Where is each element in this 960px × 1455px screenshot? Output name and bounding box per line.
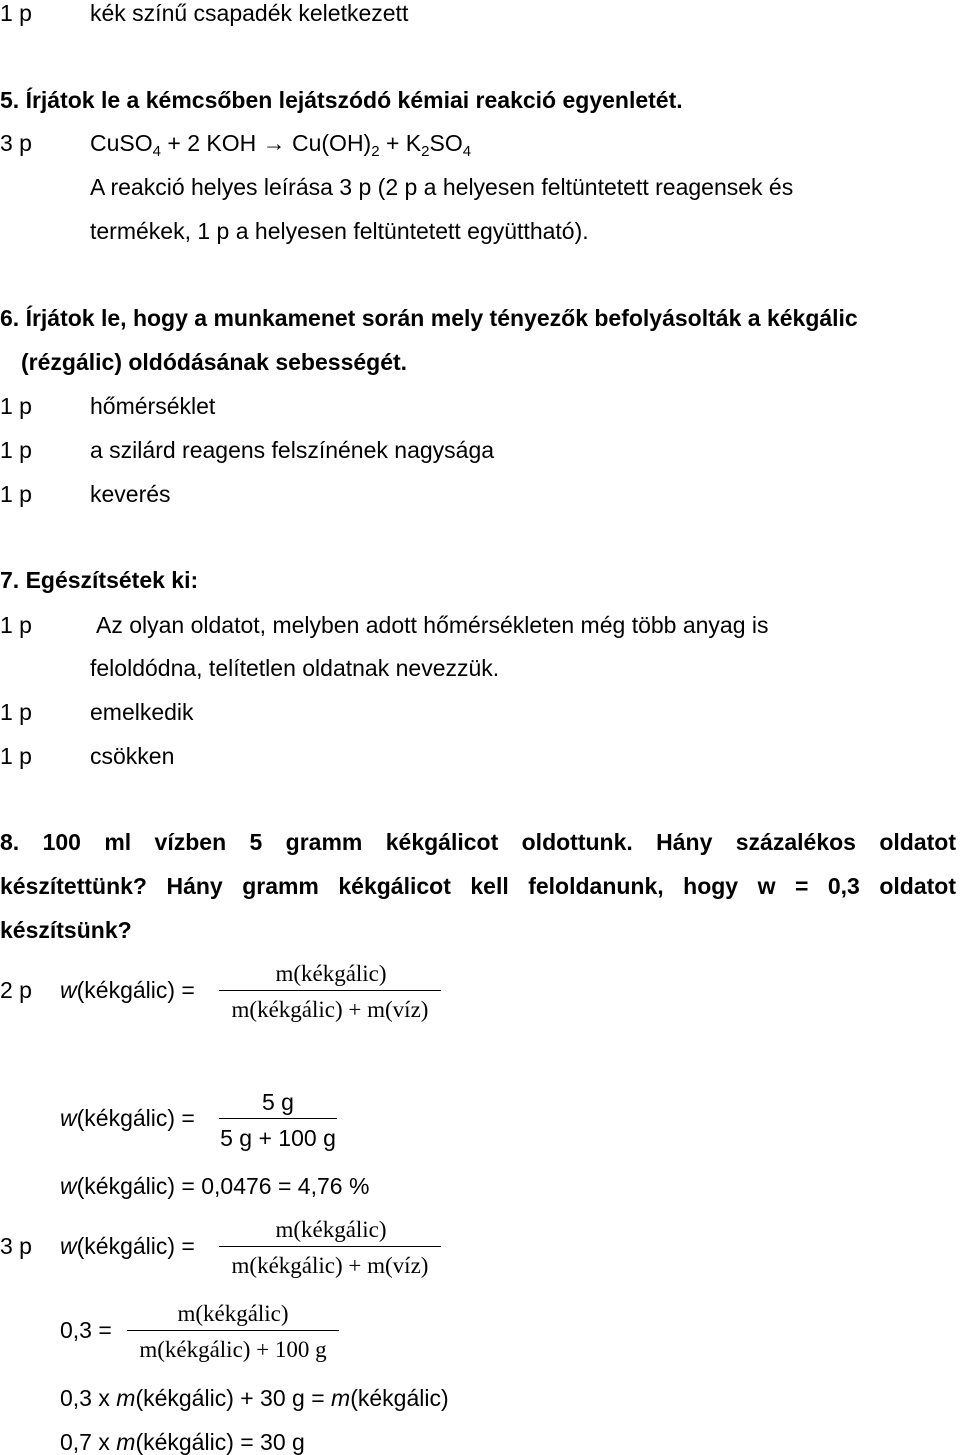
- arrow-icon: →: [262, 130, 286, 156]
- formula-lhs: w(kékgálic) =: [60, 1105, 195, 1131]
- answer-text: Az olyan oldatot, melyben adott hőmérsékleten még több anyag is: [96, 612, 769, 638]
- answer-text: hőmérséklet: [90, 393, 216, 419]
- fraction-numerator: m(kékgálic): [275, 1217, 387, 1242]
- answer-text: keverés: [90, 481, 171, 507]
- question-heading-5: 5. Írjátok le a kémcsőben lejátszódó kémiai reakció egyenletét.: [0, 87, 683, 113]
- formula-lhs: w(kékgálic) =: [60, 977, 195, 1003]
- fraction-denominator: 5 g + 100 g: [220, 1125, 336, 1151]
- formula-lhs: 0,3 =: [60, 1317, 112, 1343]
- grading-note: A reakció helyes leírása 3 p (2 p a helyesen feltüntetett reagensek és: [90, 174, 794, 200]
- fraction-denominator: m(kékgálic) + m(víz): [231, 997, 429, 1022]
- fraction-denominator: m(kékgálic) + 100 g: [139, 1337, 327, 1362]
- points-label: 1 p: [0, 699, 32, 725]
- question-heading-8-cont: készítettünk? Hány gramm kékgálicot kell feloldanunk, hogy w = 0,3 oldatot: [0, 873, 956, 899]
- question-heading-7: 7. Egészítsétek ki:: [0, 567, 199, 593]
- grading-note: termékek, 1 p a helyesen feltüntetett együttható).: [90, 218, 589, 244]
- fraction-bar: [219, 1118, 337, 1119]
- fraction-numerator: m(kékgálic): [275, 961, 387, 986]
- fraction-bar: [219, 1246, 441, 1247]
- points-label: 1 p: [0, 0, 32, 26]
- answer-text: a szilárd reagens felszínének nagysága: [90, 437, 495, 463]
- formula-line: 0,7 x m(kékgálic) = 30 g: [60, 1429, 305, 1455]
- fraction-numerator: 5 g: [262, 1089, 294, 1115]
- answer-text: feloldódna, telítetlen oldatnak nevezzük.: [90, 655, 500, 681]
- points-label: 1 p: [0, 437, 32, 463]
- answer-text: emelkedik: [90, 699, 194, 725]
- fraction-bar: [219, 990, 441, 991]
- points-label: 3 p: [0, 1233, 32, 1259]
- fraction-denominator: m(kékgálic) + m(víz): [231, 1253, 429, 1278]
- points-label: 2 p: [0, 977, 32, 1003]
- points-label: 3 p: [0, 130, 32, 156]
- question-heading-6-cont: (rézgálic) oldódásának sebességét.: [21, 349, 408, 375]
- question-heading-8-cont: készítsünk?: [0, 917, 132, 943]
- formula-lhs: w(kékgálic) =: [60, 1233, 195, 1259]
- formula-result: w(kékgálic) = 0,0476 = 4,76 %: [60, 1173, 370, 1199]
- points-label: 1 p: [0, 481, 32, 507]
- fraction-numerator: m(kékgálic): [177, 1301, 289, 1326]
- points-label: 1 p: [0, 393, 32, 419]
- points-label: 1 p: [0, 612, 32, 638]
- points-label: 1 p: [0, 743, 32, 769]
- formula-line: 0,3 x m(kékgálic) + 30 g = m(kékgálic): [60, 1385, 449, 1411]
- answer-text: csökken: [90, 743, 175, 769]
- fraction-bar: [127, 1330, 339, 1331]
- reaction-equation: CuSO$_4$ + 2 KOH → $Cu(OH)_2 + K_2SO_4$: [90, 130, 472, 160]
- question-heading-8: 8. 100 ml vízben 5 gramm kékgálicot oldottunk. Hány százalékos oldatot: [0, 829, 956, 855]
- answer-text: kék színű csapadék keletkezett: [90, 0, 409, 26]
- question-heading-6: 6. Írjátok le, hogy a munkamenet során mely tényezők befolyásolták a kékgálic: [0, 305, 858, 331]
